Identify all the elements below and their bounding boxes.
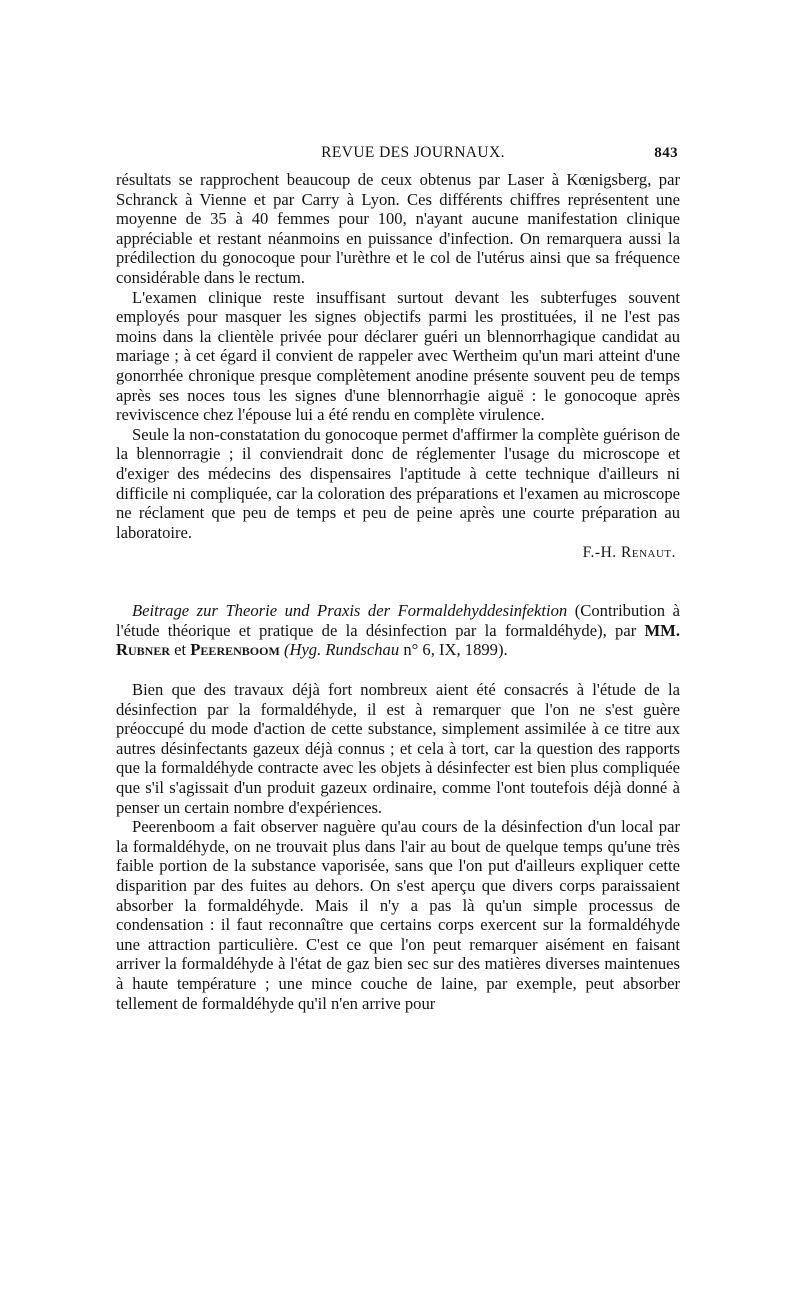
review-rubner-peerenboom [116, 601, 680, 1013]
author-rubner: Rubner [116, 640, 170, 660]
paragraph-spacer [116, 660, 680, 680]
authors-prefix: MM. [644, 620, 680, 640]
article-citation [116, 601, 680, 660]
paragraph-gonococcus-detection: Seule la non-constatation du gonocoque permet d'affirmer la complète guérison de la blennorragie ; il conviendrait donc de réglementer l'usage du microscope et d'exiger des médecins des dispensaires l'aptitude à cette technique d'ailleurs ni difficile ni compliquée, car la coloration des préparations et l'examen au microscope ne réclament que peu de temps et peu de peine après une courte préparation au laboratoire. [116, 424, 680, 542]
running-header [116, 140, 680, 170]
journal-citation: n° 6, IX, 1899). [403, 640, 508, 660]
running-title: REVUE DES JOURNAUX. [321, 144, 505, 161]
review-signature [116, 543, 680, 563]
page-number: 843 [654, 145, 678, 161]
review-renaut [116, 170, 680, 563]
author-conjunction: et [174, 640, 187, 660]
signature-name: F.-H. Renaut. [582, 544, 676, 562]
article-title-french: (Contribution à l'étude théorique et pratique de la désinfection par la formaldéhyde), par [116, 601, 681, 640]
author-peerenboom: Peerenboom [190, 640, 280, 660]
section-spacer [116, 563, 680, 601]
paragraph-peerenboom-observation: Peerenboom a fait observer naguère qu'au cours de la désinfection d'un local par la formaldéhyde, on ne trouvait plus dans l'air au bout de quelque temps qu'une très faible portion de la substance vaporisée, sans que l'on put d'ailleurs expliquer cette disparition par des fuites au dehors. On s'est aperçu que divers corps paraissaient absorber la formaldéhyde. Mais il n'y a pas là qu'un simple processus de condensation : il faut reconnaître que certains corps exercent sur la formaldéhyde une attraction particulière. C'est ce que l'on peut remarquer aisément en faisant arriver la formaldéhyde à l'état de gaz bien sec sur des matières diverses maintenues à haute température ; une mince couche de laine, par exemple, peut absorber tellement de formaldéhyde qu'il n'en arrive pour [116, 817, 680, 1013]
paragraph-clinical-exam: L'examen clinique reste insuffisant surtout devant les subterfuges souvent employés pour masquer les signes objectifs parmi les prostituées, il ne l'est pas moins dans la clientèle privée pour déclarer guéri un blennorrhagique candidat au mariage ; à cet égard il convient de rappeler avec Wertheim qu'un mari atteint d'une gonorrhée chronique presque complètement anodine présente souvent peu de temps après ses noces tous les signes d'une blennorrhagie aiguë : le gonocoque après reviviscence chez l'épouse lui a été rendu en complète virulence. [116, 287, 680, 425]
document-page [116, 140, 680, 1013]
paragraph-continued: résultats se rapprochent beaucoup de ceux obtenus par Laser à Kœnigsberg, par Schranck à Vienne et par Carry à Lyon. Ces différents chiffres représentent une moyenne de 35 à 40 femmes pour 100, n'ayant aucune manifestation clinique appréciable et restant néanmoins en puissance d'infection. On remarquera aussi la prédilection du gonocoque pour l'urèthre et le col de l'utérus ainsi que sa fréquence considérable dans le rectum. [116, 170, 680, 287]
journal-name: (Hyg. Rundschau [283, 640, 400, 660]
paragraph-formaldehyde-intro: Bien que des travaux déjà fort nombreux aient été consacrés à l'étude de la désinfection par la formaldéhyde, il est à remarquer que l'on ne s'est guère préoccupé du mode d'action de cette substance, simplement assimilée à ce titre aux autres désinfectants gazeux déjà connus ; et cela à tort, car la question des rapports que la formaldéhyde contracte avec les objets à désinfecter est bien plus compliquée que s'il s'agissait d'un produit gazeux ordinaire, comme l'ont toutefois déjà donné à penser un certain nombre d'expériences. [116, 680, 680, 817]
article-title-german: Beitrage zur Theorie und Praxis der Formaldehyddesinfektion [132, 601, 568, 621]
